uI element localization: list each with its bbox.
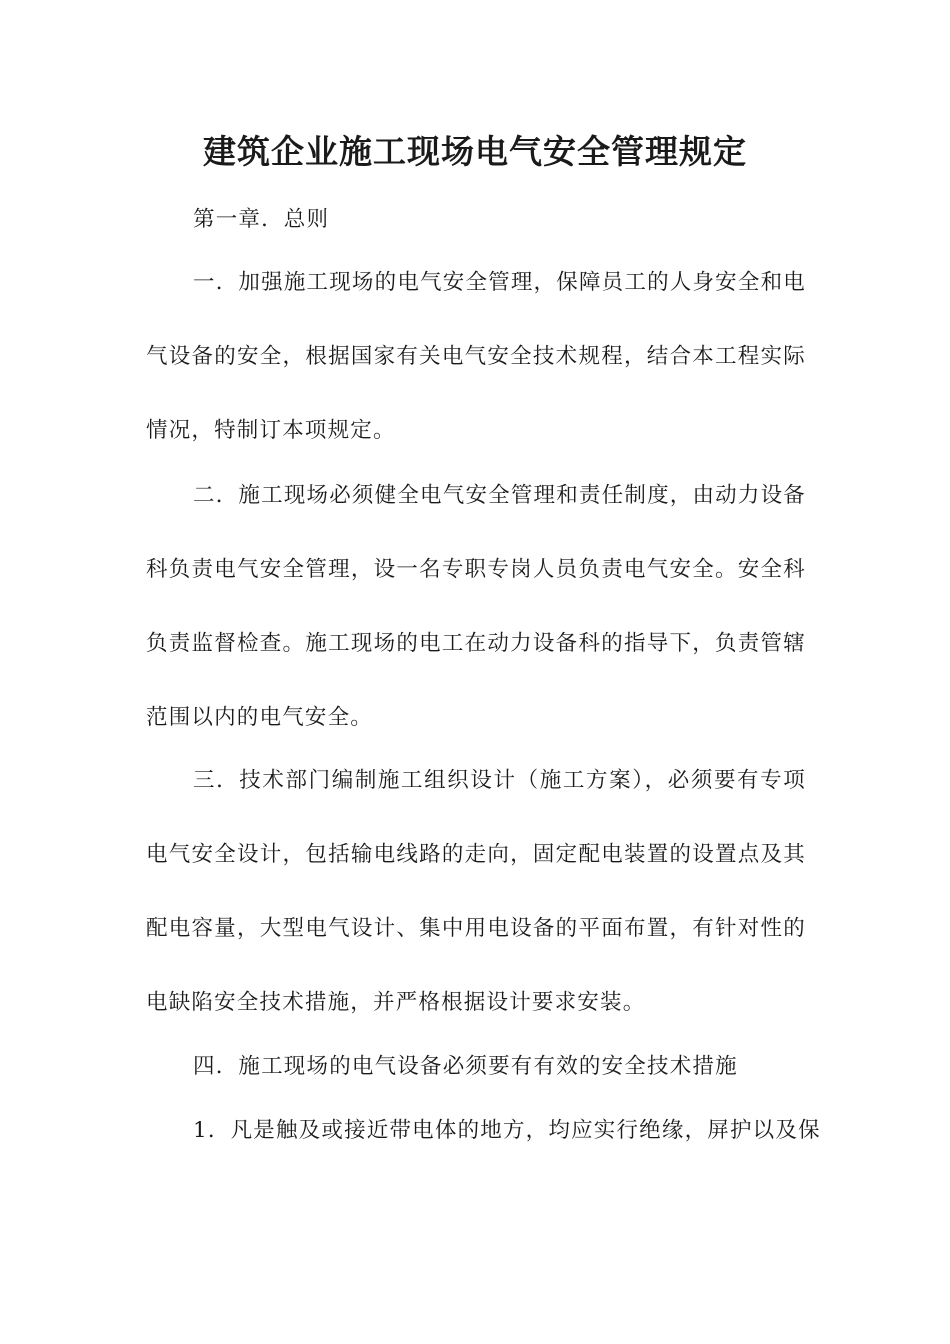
paragraph-line: 1．凡是触及或接近带电体的地方，均应实行绝缘，屏护以及保: [193, 1118, 821, 1143]
paragraph-line: 气设备的安全，根据国家有关电气安全技术规程，结合本工程实际: [146, 344, 806, 369]
paragraph-line: 电缺陷安全技术措施，并严格根据设计要求安装。: [146, 990, 646, 1015]
paragraph-line: 电气安全设计，包括输电线路的走向，固定配电装置的设置点及其: [146, 842, 806, 867]
paragraph-line: 范围以内的电气安全。: [146, 705, 374, 730]
paragraph-line: 二．施工现场必须健全电气安全管理和责任制度，由动力设备: [193, 483, 806, 508]
paragraph-line: 三．技术部门编制施工组织设计（施工方案），必须要有专项: [193, 768, 806, 793]
paragraph-line: 科负责电气安全管理，设一名专职专岗人员负责电气安全。安全科: [146, 557, 806, 582]
paragraph-line: 负责监督检查。施工现场的电工在动力设备科的指导下，负责管辖: [146, 631, 806, 656]
paragraph-line: 一．加强施工现场的电气安全管理，保障员工的人身安全和电: [193, 270, 806, 295]
document-title: 建筑企业施工现场电气安全管理规定: [203, 132, 747, 171]
paragraph-line: 四．施工现场的电气设备必须要有有效的安全技术措施: [193, 1054, 738, 1079]
paragraph-line: 情况，特制订本项规定。: [146, 418, 396, 443]
chapter-heading: 第一章．总则: [193, 207, 330, 232]
paragraph-line: 配电容量，大型电气设计、集中用电设备的平面布置，有针对性的: [146, 916, 806, 941]
